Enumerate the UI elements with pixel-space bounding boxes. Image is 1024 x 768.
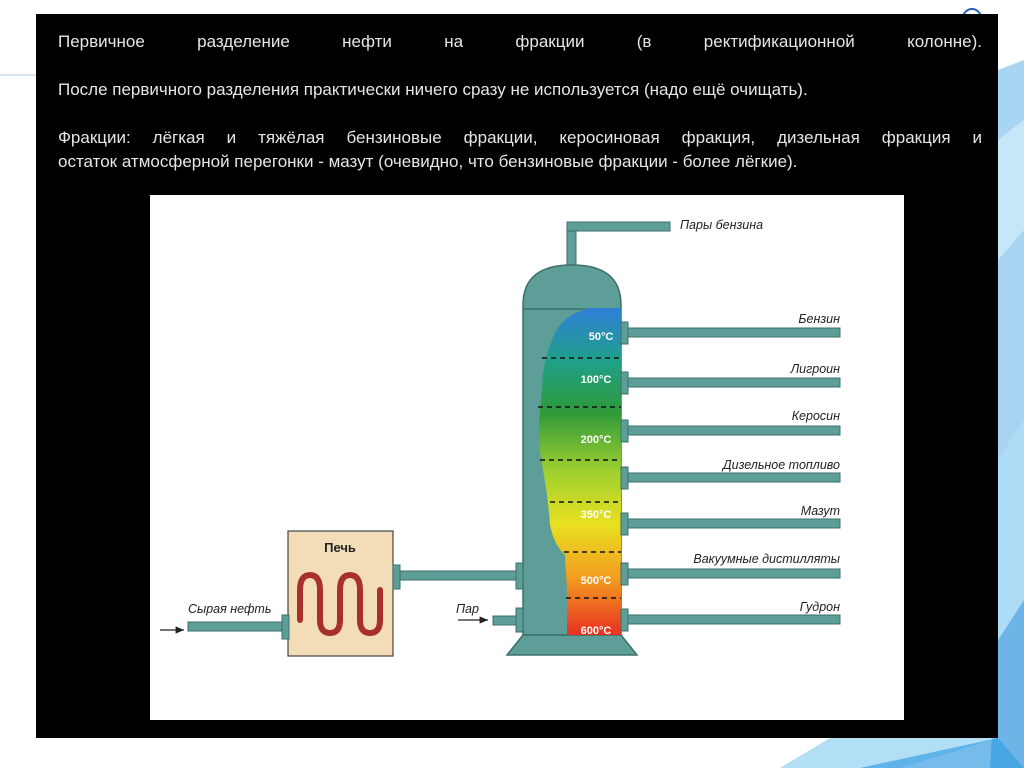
paragraph-3-line-2: остаток атмосферной перегонки - мазут (очевидно, что бензиновые фракции - более лёгкие).: [58, 151, 798, 171]
temp-label-2: 100°C: [580, 374, 612, 386]
steam-inlet: [456, 602, 523, 632]
output-label-1: Бензин: [798, 312, 840, 326]
output-label-6: Вакуумные дистилляты: [693, 552, 840, 566]
temp-label-6: 500°C: [580, 575, 612, 587]
distillation-diagram: [150, 195, 904, 720]
paragraph-2: После первичного разделения практически ничего сразу не используется (надо ещё очищать).: [58, 80, 808, 99]
top-vapor-pipe: [567, 222, 670, 271]
temp-label-1: 50°C: [588, 331, 614, 343]
furnace-label: Печь: [324, 540, 356, 555]
paragraph-1: Первичное разделение нефти на фракции (в ректификационной колонне).: [58, 32, 982, 51]
temp-label-3: 200°C: [580, 434, 612, 446]
crude-oil-inlet: [160, 602, 289, 639]
steam-label: Пар: [456, 602, 479, 616]
top-vapor-label: Пары бензина: [680, 218, 764, 232]
paragraph-3-line-1: Фракции: лёгкая и тяжёлая бензиновые фракции, керосиновая фракция, дизельная фракция и: [58, 128, 982, 147]
output-label-4: Дизельное топливо: [722, 458, 840, 472]
crude-oil-label: Сырая нефть: [188, 602, 272, 616]
output-label-7: Гудрон: [799, 600, 840, 614]
paragraph-3: [58, 126, 982, 173]
furnace-outlet-pipe: [393, 563, 523, 589]
temp-label-7: 600°C: [580, 625, 612, 637]
output-label-5: Мазут: [800, 504, 840, 518]
furnace: [288, 531, 393, 656]
temp-label-5: 350°C: [580, 509, 612, 521]
output-label-2: Лигроин: [790, 362, 840, 376]
output-label-3: Керосин: [791, 409, 840, 423]
